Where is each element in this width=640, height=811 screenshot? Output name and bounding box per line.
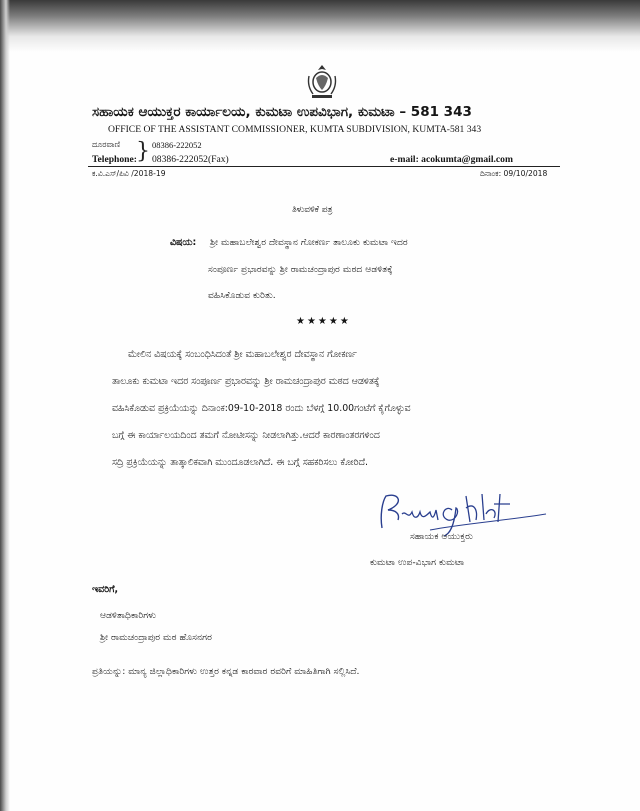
recipient-label: ಇವರಿಗೆ, (92, 584, 119, 595)
letter-date: ದಿನಾಂಕ: 09/10/2018 (480, 169, 548, 178)
phone-number: 08386-222052 (152, 140, 202, 150)
photo-shadow-top (0, 0, 640, 52)
subject-line: ಶ್ರೀ ಮಹಾಬಲೇಶ್ವರ ದೇವಸ್ಥಾನ ಗೋಕರ್ಣ ತಾಲೂಕು ಕುಮಟಾ ಇದರ (210, 237, 408, 248)
separator-stars: ★★★★★ (296, 316, 351, 327)
subject-line: ಸಂಪೂರ್ಣ ಪ್ರಭಾರವನ್ನು ಶ್ರೀ ರಾಮಚಂದ್ರಾಪುರ ಮಠದ ಆಡಳಿತಕ್ಕೆ (208, 264, 393, 275)
recipient-line: ಆಡಳಿತಾಧಿಕಾರಿಗಳು (100, 610, 157, 621)
office-title-english: OFFICE OF THE ASSISTANT COMMISSIONER, KUMTA SUBDIVISION, KUMTA-581 343 (108, 124, 482, 135)
body-line: ಸದ್ರಿ ಪ್ರಕ್ರಿಯೆಯನ್ನು ತಾತ್ಕಾಲಿಕವಾಗಿ ಮುಂದೂಡಲಾಗಿದೆ. ಈ ಬಗ್ಗೆ ಸಹಕರಿಸಲು ಕೋರಿದೆ. (112, 457, 368, 468)
photo-shadow-left (0, 0, 10, 811)
phone-label-kannada: ದೂರವಾಣಿ (92, 140, 121, 149)
signatory-title: ಸಹಾಯಕ ಆಯುಕ್ತರು (410, 531, 473, 542)
brace-icon: } (136, 139, 150, 164)
office-title-kannada: ಸಹಾಯಕ ಆಯುಕ್ತರ ಕಾರ್ಯಾಲಯ, ಕುಮಟಾ ಉಪವಿಭಾಗ, ಕುಮಟಾ – 581 343 (92, 104, 472, 120)
recipient-line: ಶ್ರೀ ರಾಮಚಂದ್ರಾಪುರ ಮಠ ಹೊಸನಗರ (100, 632, 212, 643)
body-line: ತಾಲೂಕು ಕುಮಟಾ ಇದರ ಸಂಪೂರ್ಣ ಪ್ರಭಾರವನ್ನು ಶ್ರೀ ರಾಮಚಂದ್ರಾಪುರ ಮಠದ ಆಡಳಿತಕ್ಕೆ (112, 376, 380, 387)
fax-number: 08386-222052(Fax) (152, 154, 229, 165)
reference-number: ಕ.ವಿ.ಎಸ್/ಪಿವಿ /2018-19 (92, 169, 166, 178)
email-address: e-mail: acokumta@gmail.com (390, 154, 513, 165)
body-line: ಮೇಲಿನ ವಿಷಯಕ್ಕೆ ಸಂಬಂಧಿಸಿದಂತೆ ಶ್ರೀ ಮಹಾಬಲೇಶ್ವರ ದೇವಸ್ಥಾನ ಗೋಕರ್ಣ (128, 349, 357, 360)
letter-title: ತಿಳುವಳಿಕೆ ಪತ್ರ (292, 205, 333, 215)
signatory-office: ಕುಮಟಾ ಉಪ-ವಿಭಾಗ ಕುಮಟಾ (370, 557, 465, 568)
phone-label-english: Telephone: (92, 154, 137, 165)
subject-line: ವಹಿಸಿಕೊಡುವ ಕುರಿತು. (208, 290, 276, 301)
state-emblem-icon (304, 62, 340, 102)
body-line: ವಹಿಸಿಕೊಡುವ ಪ್ರಕ್ರಿಯೆಯನ್ನು ದಿನಾಂಕ:09-10-2018 ರಂದು ಬೆಳಗ್ಗೆ 10.00ಗಂಟೆಗೆ ಕೈಗೊಳ್ಳುವ (112, 403, 411, 414)
copy-to-line: ಪ್ರತಿಯನ್ನು: ಮಾನ್ಯ ಜಿಲ್ಲಾಧಿಕಾರಿಗಳು ಉತ್ತರ ಕನ್ನಡ ಕಾರವಾರ ರವರಿಗೆ ಮಾಹಿತಿಗಾಗಿ ಸಲ್ಲಿಸಿದೆ. (92, 666, 360, 677)
body-line: ಬಗ್ಗೆ ಈ ಕಾರ್ಯಾಲಯದಿಂದ ತಮಗೆ ನೋಟೀಸನ್ನು ನೀಡಲಾಗಿತ್ತು.ಆದರೆ ಕಾರಣಾಂತರಗಳಿಂದ (112, 430, 380, 441)
header-divider (88, 166, 560, 167)
subject-label: ವಿಷಯ: (170, 237, 197, 248)
